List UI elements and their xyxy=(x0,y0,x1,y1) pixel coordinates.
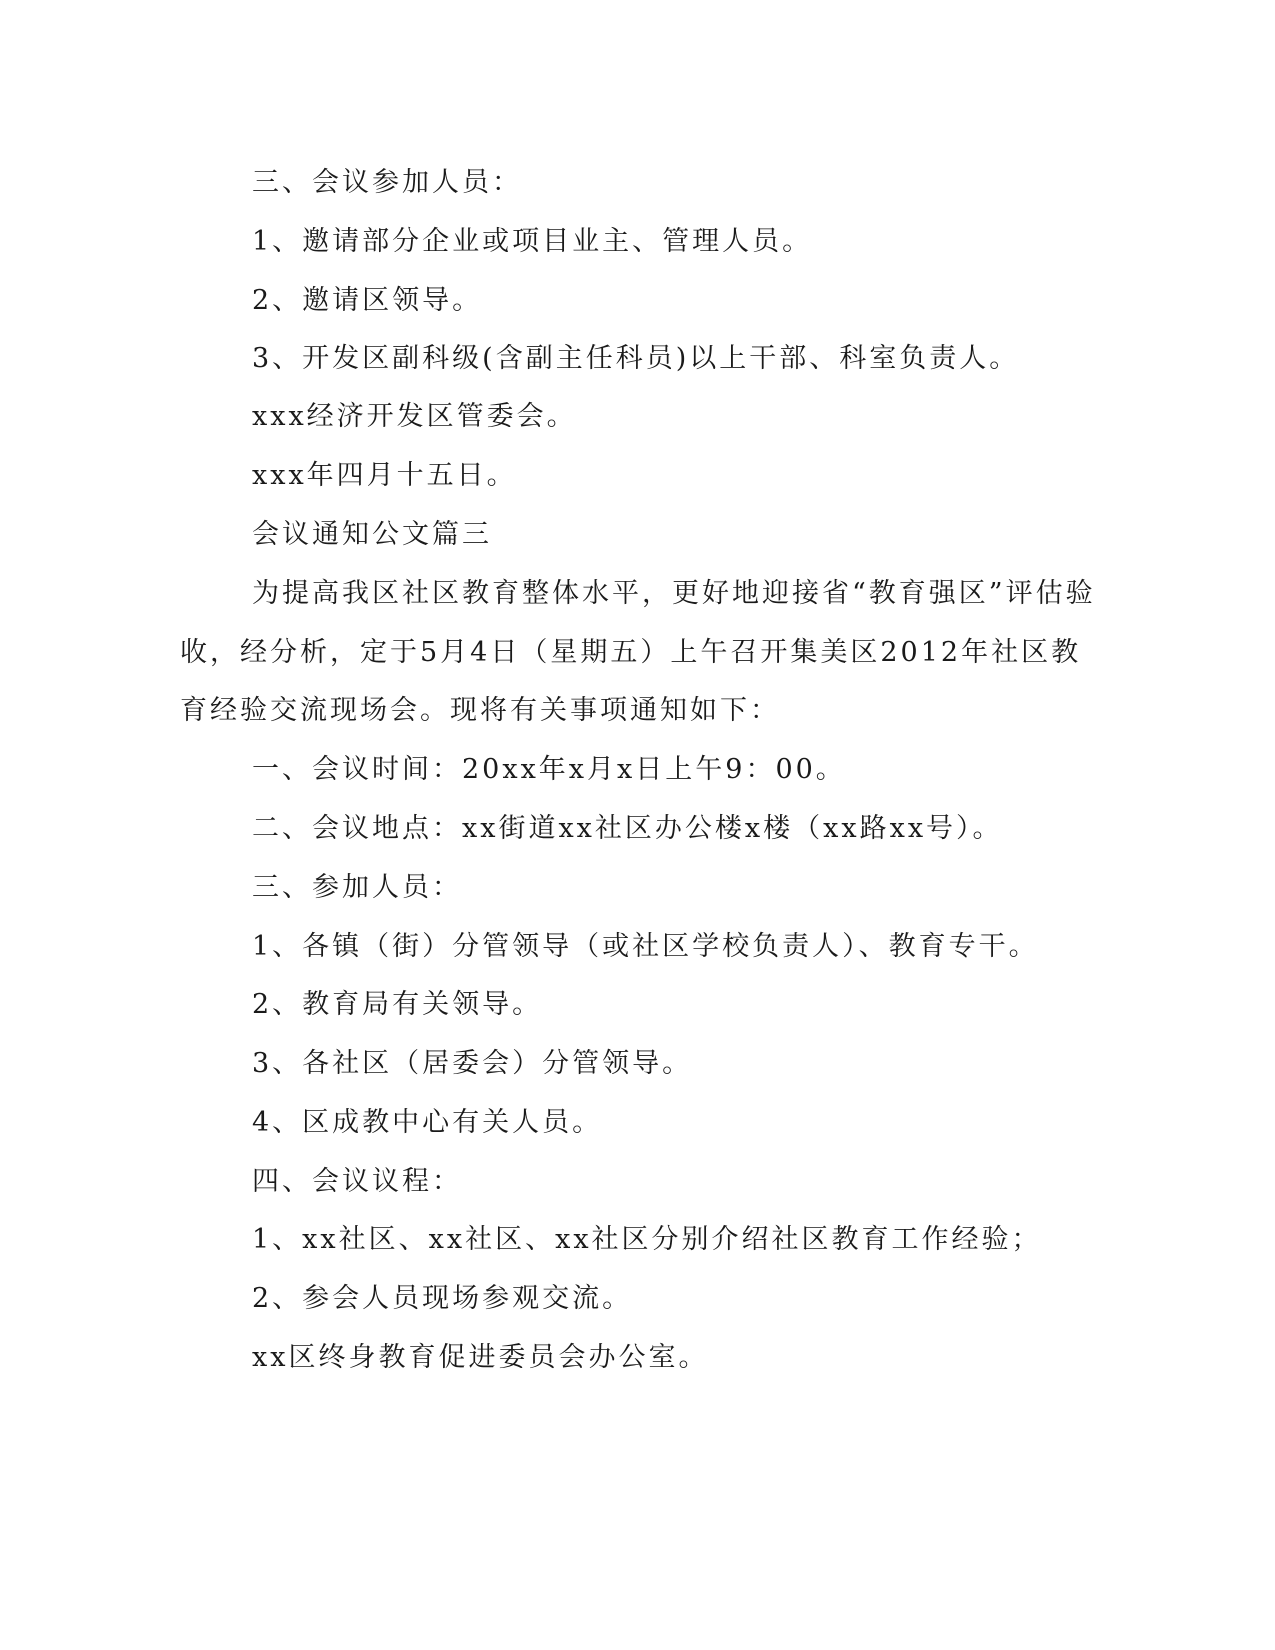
list-item: 4、区成教中心有关人员。 xyxy=(252,1107,603,1138)
paragraph-line: 育经验交流现场会。现将有关事项通知如下： xyxy=(180,695,780,726)
list-item: 3、各社区（居委会）分管领导。 xyxy=(252,1048,693,1079)
list-item: 2、教育局有关领导。 xyxy=(252,989,543,1020)
paragraph-line: 收，经分析，定于5月4日（星期五）上午召开集美区2012年社区教 xyxy=(180,637,1082,668)
issuer-line: xx区终身教育促进委员会办公室。 xyxy=(252,1342,709,1373)
meeting-location: 二、会议地点：xx街道xx社区办公楼x楼（xx路xx号）。 xyxy=(252,813,1003,844)
section-heading-agenda: 四、会议议程： xyxy=(252,1166,462,1197)
date-line: xxx年四月十五日。 xyxy=(252,460,517,491)
list-item: 1、邀请部分企业或项目业主、管理人员。 xyxy=(252,226,813,257)
list-item: 2、参会人员现场参观交流。 xyxy=(252,1283,633,1314)
list-item: 1、xx社区、xx社区、xx社区分别介绍社区教育工作经验； xyxy=(252,1224,1042,1255)
section-title: 会议通知公文篇三 xyxy=(252,519,492,550)
issuer-line: xxx经济开发区管委会。 xyxy=(252,401,577,432)
list-item: 2、邀请区领导。 xyxy=(252,285,483,316)
list-item: 1、各镇（街）分管领导（或社区学校负责人）、教育专干。 xyxy=(252,931,1039,962)
list-item: 3、开发区副科级(含副主任科员)以上干部、科室负责人。 xyxy=(252,343,1020,374)
meeting-time: 一、会议时间：20xx年x月x日上午9：00。 xyxy=(252,754,846,785)
paragraph-line: 为提高我区社区教育整体水平，更好地迎接省“教育强区”评估验 xyxy=(252,578,1096,609)
section-heading-attendees: 三、参加人员： xyxy=(252,872,462,903)
section-heading-attendees: 三、会议参加人员： xyxy=(252,167,522,198)
